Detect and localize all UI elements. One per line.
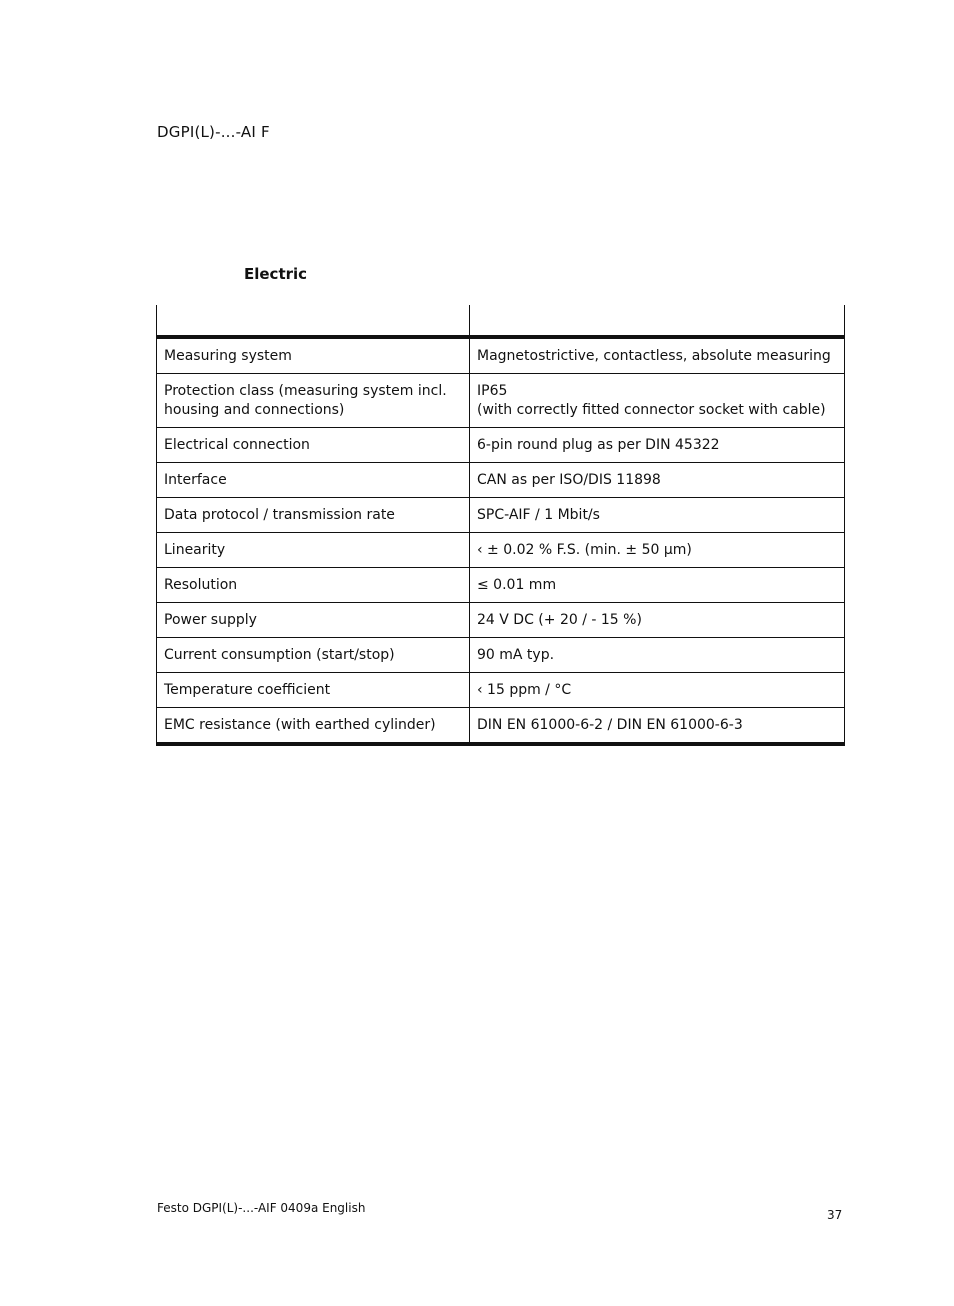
table-header-row [157,305,845,337]
table-header-cell-value [470,305,845,337]
table-row [157,673,845,708]
footer-page-number: 37 [827,1208,843,1222]
spec-value: CAN as per ISO/DIS 11898 [470,463,845,498]
table-header-cell-label [157,305,470,337]
spec-value: Magnetostrictive, contactless, absolute measuring [470,337,845,374]
page-header-title: DGPI(L)-...-AI F [157,123,270,141]
spec-label: Interface [157,463,470,498]
spec-value: DIN EN 61000-6-2 / DIN EN 61000-6-3 [470,708,845,745]
spec-label: Power supply [157,603,470,638]
table-row [157,708,845,745]
table-row [157,603,845,638]
spec-label: Current consumption (start/stop) [157,638,470,673]
spec-label: Resolution [157,568,470,603]
table-row [157,533,845,568]
spec-value: 24 V DC (+ 20 / - 15 %) [470,603,845,638]
technical-data-table [156,305,845,746]
spec-value: ‹ ± 0.02 % F.S. (min. ± 50 µm) [470,533,845,568]
table-row [157,428,845,463]
spec-value: ≤ 0.01 mm [470,568,845,603]
spec-value: 90 mA typ. [470,638,845,673]
table-row [157,374,845,428]
spec-label: Linearity [157,533,470,568]
spec-label: Data protocol / transmission rate [157,498,470,533]
spec-label: Protection class (measuring system incl. housing and connections) [157,374,470,428]
table-row [157,568,845,603]
spec-label: Measuring system [157,337,470,374]
spec-label: Temperature coefficient [157,673,470,708]
table-row [157,463,845,498]
spec-label: EMC resistance (with earthed cylinder) [157,708,470,745]
spec-value: SPC-AIF / 1 Mbit/s [470,498,845,533]
spec-value: 6-pin round plug as per DIN 45322 [470,428,845,463]
spec-value: ‹ 15 ppm / °C [470,673,845,708]
table-row [157,638,845,673]
footer-document-id: Festo DGPI(L)-...-AIF 0409a English [157,1201,366,1215]
table-row [157,498,845,533]
spec-value: IP65 (with correctly fitted connector socket with cable) [470,374,845,428]
spec-label: Electrical connection [157,428,470,463]
section-heading: Electric [244,265,308,283]
table-row [157,337,845,374]
